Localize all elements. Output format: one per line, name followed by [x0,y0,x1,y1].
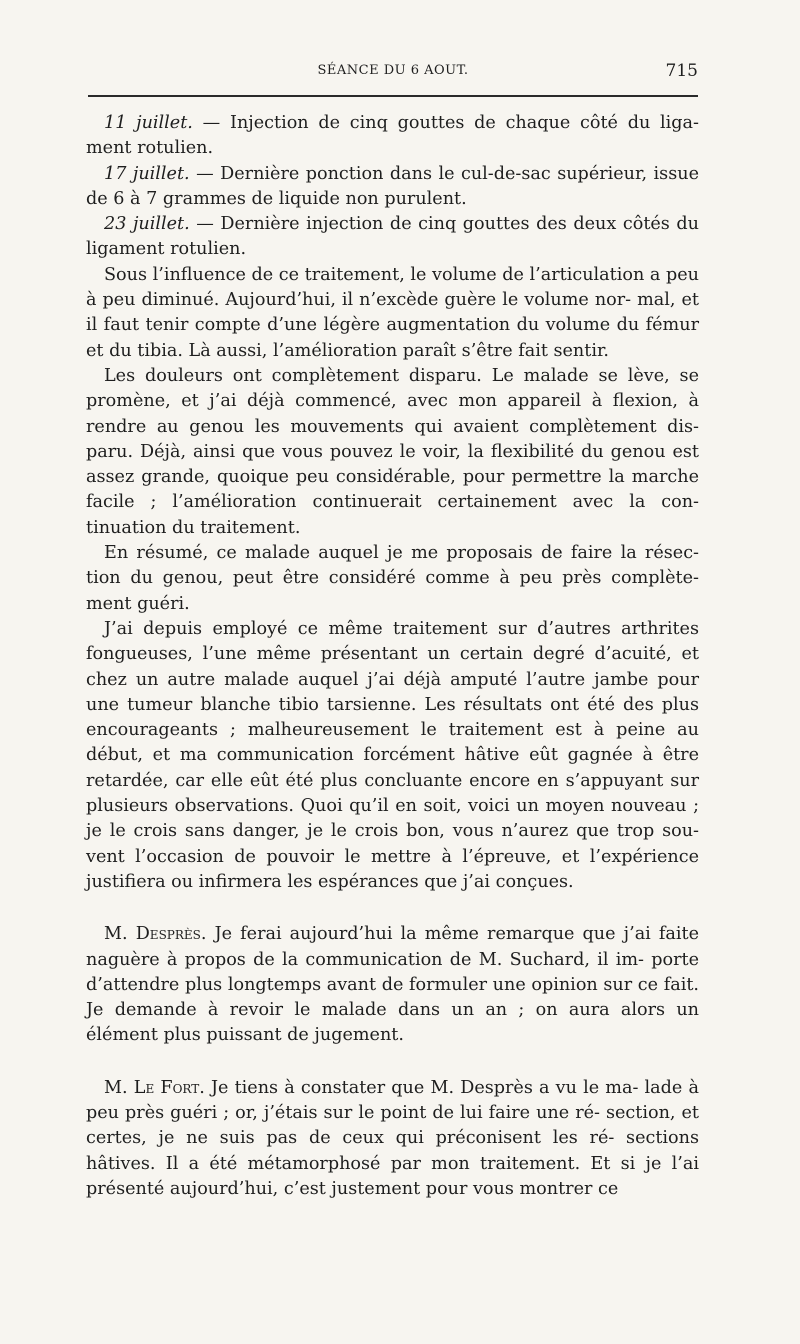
date-label: 23 juillet. [104,214,190,235]
page-header [88,63,698,87]
speaker-name: M. Le Fort. [104,1077,205,1098]
page-number: 715 [665,61,698,81]
paragraph-text: — Dernière injection de cinq gouttes des deux côtés du ligament rotulien. [86,214,699,260]
paragraph-text: — Injection de cinq gouttes de chaque côté du liga- ment rotulien. [86,113,699,159]
paragraph-le-fort [86,1076,699,1202]
running-title: SÉANCE DU 6 AOUT. [317,63,469,78]
paragraph-resume: En résumé, ce malade auquel je me proposais de faire la résec- tion du genou, peut être considéré comme à peu près complète- ment guéri. [86,543,699,614]
paragraph-11-juillet [86,111,699,162]
paragraph-despres [86,922,699,1048]
date-label: 17 juillet. [104,163,190,184]
paragraph-text: Je ferai aujourd’hui la même remarque que j’ai faite naguère à propos de la communication de M. Suchard, il im- porte d’attendre plus longtemps avant de formuler une opinion sur ce fait. Je demande à revoir le malade dans un an ; on aura alors un élément plus puissant de jugement. [86,924,700,1046]
paragraph-17-juillet [86,162,699,213]
paragraph-influence: Sous l’influence de ce traitement, le volume de l’articulation a peu à peu diminué. Aujourd’hui, il n’excède guère le volume nor- mal, et il faut tenir compte d’une légère augmentation du volume du fémur et du tibia. Là aussi, l’amélioration paraît s’être fait sentir. [86,264,699,361]
section-gap [86,1049,699,1076]
paragraph-douleurs: Les douleurs ont complètement disparu. Le malade se lève, se promène, et j’ai déjà commencé, avec mon appareil à flexion, à rendre au genou les mouvements qui avaient complètement dis- paru. Déjà, ainsi que vous pouvez le voir, la flexibilité du genou est assez grande, quoique peu considérable, pour permettre la marche facile ; l’amélioration continuerait certainement avec la con- tinuation du traitement. [86,365,699,538]
paragraph-23-juillet [86,212,699,263]
speaker-name: M. Desprès. [104,924,207,945]
date-label: 11 juillet. [104,113,193,133]
paragraph-depuis: J’ai depuis employé ce même traitement sur d’autres arthrites fongueuses, l’une même présentant un certain degré d’acuité, et chez un autre malade auquel j’ai déjà amputé l’autre jambe pour une tumeur blanche tibio tarsienne. Les résultats ont été des plus encourageants ; malheureusement le traitement est à peine au début, et ma communication forcément hâtive eût gagnée à être retardée, car elle eût été plus concluante encore en s’appuyant sur plusieurs observations. Quoi qu’il en soit, voici un moyen nouveau ; je le crois sans danger, je le crois bon, vous n’aurez que trop sou- vent l’occasion de pouvoir le mettre à l’épreuve, et l’expérience justifiera ou infirmera les espérances que j’ai conçues. [86,618,699,892]
section-gap [86,895,699,922]
paragraph-text: — Dernière ponction dans le cul-de-sac supérieur, issue de 6 à 7 grammes de liquide non purulent. [86,163,699,209]
body-text [86,111,699,1202]
header-rule [88,95,698,97]
paragraph-text: Je tiens à constater que M. Desprès a vu le ma- lade à peu près guéri ; or, j’étais sur le point de lui faire une ré- section, et certes, je ne suis pas de ceux qui préconisent les ré- sections hâtives. Il a été métamorphosé par mon traitement. Et si je l’ai présenté aujourd’hui, c’est justement pour vous montrer ce [86,1077,699,1199]
